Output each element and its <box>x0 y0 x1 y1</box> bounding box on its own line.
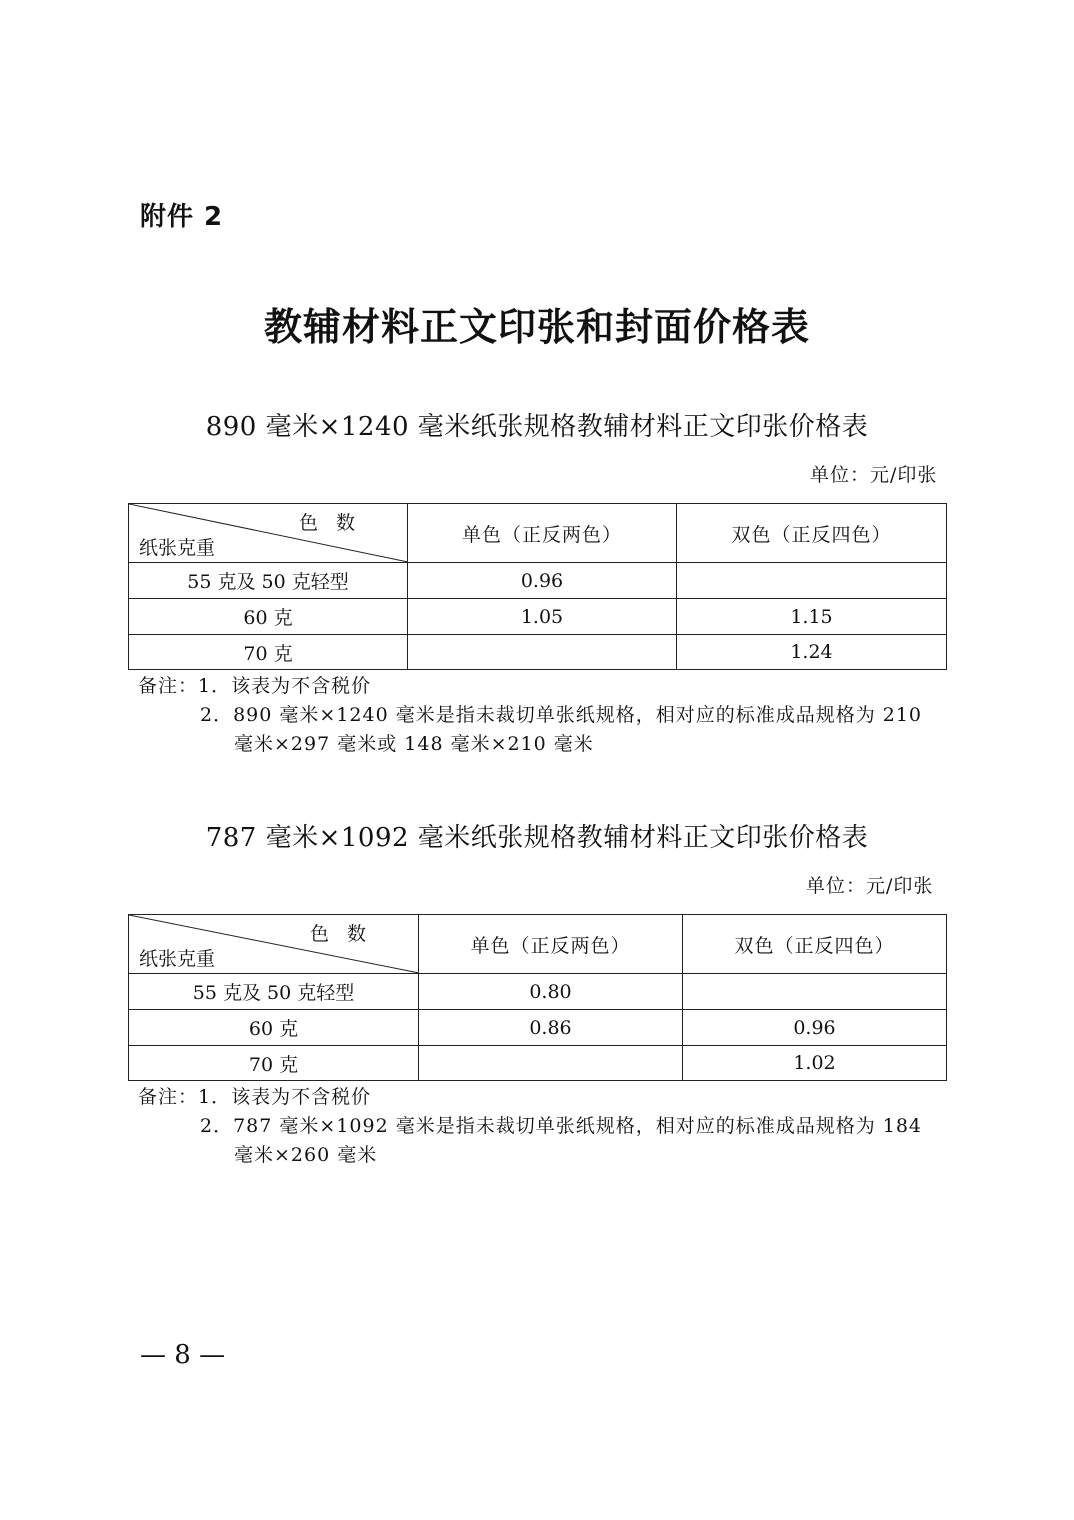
unit-label: 单位：元/印张 <box>810 464 938 486</box>
weight-cell: 60 克 <box>129 599 408 635</box>
section-title: 890 毫米×1240 毫米纸张规格教辅材料正文印张价格表 <box>205 412 869 442</box>
price-section-890x1240 <box>0 406 1074 766</box>
price-section-787x1092 <box>0 817 1074 1177</box>
single-price-cell <box>419 1046 683 1081</box>
color-count-label: 色数 <box>298 512 373 534</box>
double-price-cell: 1.15 <box>677 599 947 635</box>
notes <box>138 1083 922 1170</box>
column-header-double: 双色（正反四色） <box>677 504 947 563</box>
note-1: 1．该表为不含税价 <box>198 1086 372 1108</box>
double-price-cell: 0.96 <box>683 1010 947 1046</box>
diagonal-header-cell <box>129 504 408 563</box>
double-price-cell <box>683 974 947 1010</box>
page-title: 教辅材料正文印张和封面价格表 <box>263 305 810 349</box>
single-price-cell <box>408 635 677 670</box>
table-row <box>129 563 947 599</box>
attachment-label: 附件 2 <box>140 202 224 232</box>
notes <box>138 672 922 759</box>
paper-weight-label: 纸张克重 <box>139 948 216 970</box>
column-header-single: 单色（正反两色） <box>408 504 677 563</box>
single-price-cell: 0.96 <box>408 563 677 599</box>
single-price-cell: 0.86 <box>419 1010 683 1046</box>
price-table <box>128 914 947 1081</box>
note-2-line-1: 2．787 毫米×1092 毫米是指未裁切单张纸规格，相对应的标准成品规格为 184 <box>200 1115 923 1137</box>
page-number: — 8 — <box>140 1340 226 1370</box>
table-row <box>129 974 947 1010</box>
column-header-double: 双色（正反四色） <box>683 915 947 974</box>
price-table <box>128 503 947 670</box>
note-2-line-1: 2．890 毫米×1240 毫米是指未裁切单张纸规格，相对应的标准成品规格为 210 <box>200 704 923 726</box>
paper-weight-label: 纸张克重 <box>139 537 216 559</box>
single-price-cell: 1.05 <box>408 599 677 635</box>
notes-prefix: 备注： <box>138 1086 199 1108</box>
color-count-label: 色数 <box>309 923 384 945</box>
note-2-line-2: 毫米×297 毫米或 148 毫米×210 毫米 <box>234 733 594 755</box>
note-2-line-2: 毫米×260 毫米 <box>234 1144 378 1166</box>
note-1: 1．该表为不含税价 <box>198 675 372 697</box>
unit-label: 单位：元/印张 <box>806 875 934 897</box>
column-header-single: 单色（正反两色） <box>419 915 683 974</box>
single-price-cell: 0.80 <box>419 974 683 1010</box>
diagonal-header-cell <box>129 915 419 974</box>
table-row <box>129 1046 947 1081</box>
double-price-cell <box>677 563 947 599</box>
table-row <box>129 1010 947 1046</box>
double-price-cell: 1.02 <box>683 1046 947 1081</box>
weight-cell: 70 克 <box>129 635 408 670</box>
weight-cell: 70 克 <box>129 1046 419 1081</box>
double-price-cell: 1.24 <box>677 635 947 670</box>
table-row <box>129 635 947 670</box>
notes-prefix: 备注： <box>138 675 199 697</box>
section-title: 787 毫米×1092 毫米纸张规格教辅材料正文印张价格表 <box>205 823 869 853</box>
weight-cell: 55 克及 50 克轻型 <box>129 974 419 1010</box>
weight-cell: 60 克 <box>129 1010 419 1046</box>
weight-cell: 55 克及 50 克轻型 <box>129 563 408 599</box>
table-row <box>129 599 947 635</box>
